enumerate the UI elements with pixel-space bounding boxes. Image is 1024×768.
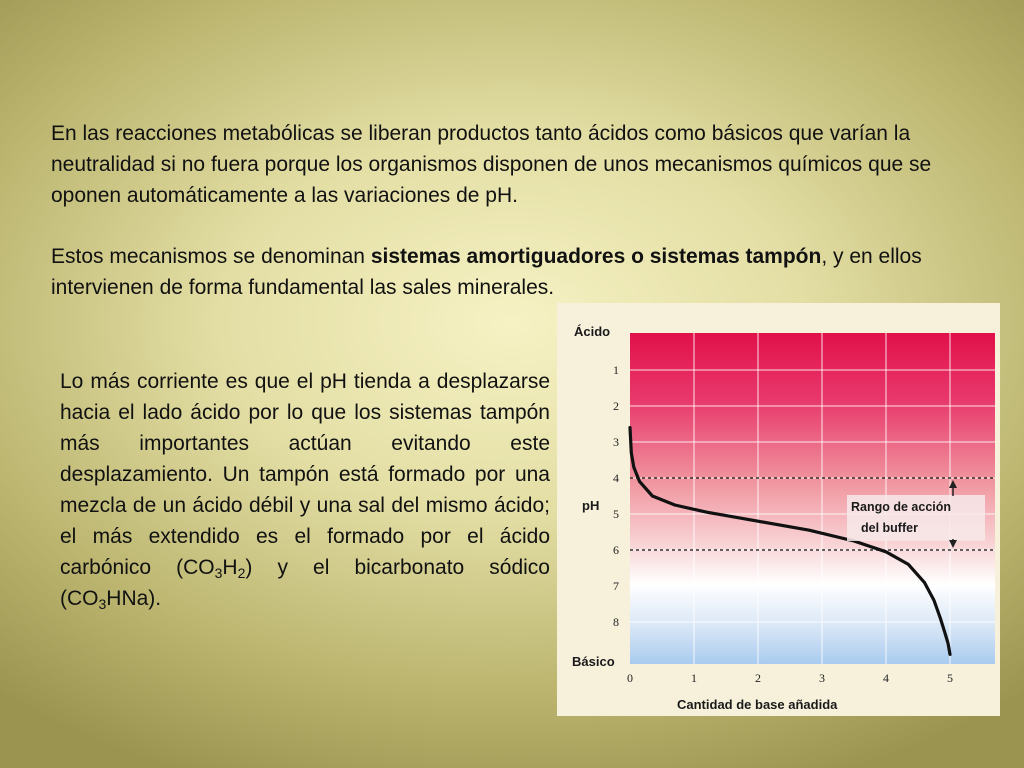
buffer-range-annotation-line2: del buffer: [861, 521, 918, 535]
p3-sub2: 2: [237, 565, 246, 581]
y-tick-label-3: 3: [613, 435, 619, 449]
p3-part4: HNa).: [106, 587, 162, 610]
p3-part2: H: [222, 556, 238, 579]
basic-label: Básico: [572, 654, 615, 669]
p2-after: , y en ellos intervienen de forma fundamental las sales minerales.: [51, 245, 922, 299]
titration-chart: [557, 303, 1000, 716]
x-tick-label-1: 1: [691, 671, 697, 685]
p2-before: Estos mecanismos se denominan: [51, 245, 371, 268]
x-tick-label-2: 2: [755, 671, 761, 685]
buffer-range-annotation-line1: Rango de acción: [851, 500, 952, 514]
x-tick-label-4: 4: [883, 671, 889, 685]
y-tick-label-6: 6: [613, 543, 619, 557]
p3-part1: Lo más corriente es que el pH tienda a desplazarse hacia el lado ácido por lo que los sistemas tampón más importantes actúan evitando este desplazamiento. Un tampón está formado por una mezcla de un ácido débil y una sal del mismo ácido; el más extendido es el formado por el ácido carbónico (CO: [60, 370, 550, 579]
p3-sub3: 3: [98, 596, 107, 612]
buffer-systems-term: sistemas amortiguadores o sistemas tampón: [370, 245, 822, 268]
y-tick-label-5: 5: [613, 507, 619, 521]
intro-paragraph: En las reacciones metabólicas se liberan productos tanto ácidos como básicos que varían la neutralidad si no fuera porque los organismos disponen de unos mecanismos químicos que se oponen automáticamente a las variaciones de pH.: [51, 122, 932, 207]
x-tick-label-5: 5: [947, 671, 953, 685]
x-axis-label: Cantidad de base añadida: [677, 697, 838, 712]
x-tick-label-0: 0: [627, 671, 633, 685]
y-tick-label-1: 1: [613, 363, 619, 377]
carbonic-buffer-paragraph: [60, 366, 550, 614]
x-tick-label-3: 3: [819, 671, 825, 685]
buffer-systems-paragraph: [51, 241, 983, 303]
y-axis-label: pH: [582, 498, 600, 513]
p3-sub1: 3: [214, 565, 223, 581]
titration-chart-svg: [557, 303, 1000, 716]
y-tick-label-2: 2: [613, 399, 619, 413]
y-tick-label-7: 7: [613, 579, 619, 593]
y-tick-label-8: 8: [613, 615, 619, 629]
acid-label: Ácido: [574, 324, 611, 339]
y-tick-label-4: 4: [613, 471, 619, 485]
p3-part3: ) y el bicarbonato sódico (CO: [60, 556, 550, 610]
